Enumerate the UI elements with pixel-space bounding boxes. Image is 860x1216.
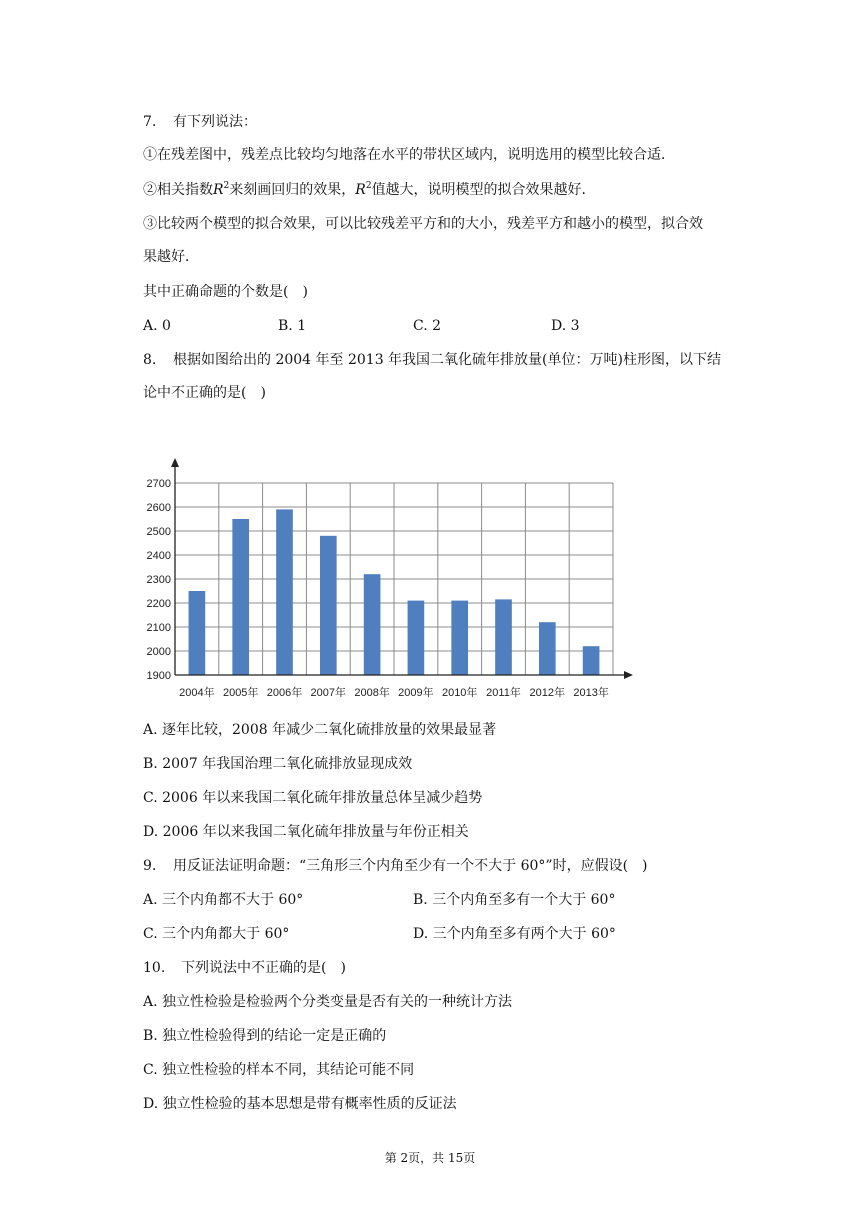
q7-question: 其中正确命题的个数是( ) — [143, 284, 308, 300]
bar-2011年 — [495, 599, 512, 675]
q8-option-d: D. 2006 年以来我国二氧化硫年排放量与年份正相关 — [143, 824, 469, 840]
q10-stem — [143, 958, 346, 978]
q7-number: 7. — [143, 114, 157, 130]
x-tick-label: 2010年 — [441, 687, 478, 699]
r-squared-symbol: R — [213, 182, 224, 198]
y-tick-label: 2200 — [146, 598, 171, 610]
y-tick-label: 2600 — [146, 502, 171, 514]
bar-2005年 — [232, 519, 249, 675]
q7-option-b: B. 1 — [278, 318, 307, 334]
x-axis-arrow-icon — [624, 671, 633, 679]
x-tick-label: 2012年 — [529, 687, 566, 699]
y-axis-arrow-icon — [171, 458, 179, 467]
bar-2008年 — [364, 574, 381, 675]
x-tick-label: 2013年 — [573, 687, 609, 699]
q9-number: 9. — [143, 858, 157, 874]
bar-2013年 — [583, 646, 600, 675]
q9-option-b: B. 三个内角至多有一个大于 60° — [413, 892, 616, 908]
x-tick-label: 2011年 — [486, 687, 521, 699]
q8-stem-text: 根据如图给出的 2004 年至 2013 年我国二氧化硫年排放量(单位：万吨)柱形图，以下结 — [173, 352, 721, 368]
q10-option-b: B. 独立性检验得到的结论一定是正确的 — [143, 1028, 387, 1044]
q7-stem-text: 有下列说法： — [173, 114, 257, 130]
bar-2006年 — [276, 509, 293, 675]
y-tick-label: 2000 — [146, 646, 171, 658]
page-footer: 第 2页，共 15页 — [384, 1151, 476, 1165]
r-squared-symbol-2: R — [355, 182, 366, 198]
q7-statement-3-line2: 果越好． — [143, 249, 199, 265]
x-tick-label: 2004年 — [179, 687, 215, 699]
y-tick-label: 2300 — [146, 574, 171, 586]
q7-s2-b: 来刻画回归的效果， — [229, 182, 356, 198]
q10-option-d: D. 独立性检验的基本思想是带有概率性质的反证法 — [143, 1096, 457, 1112]
y-tick-label: 2400 — [146, 550, 171, 562]
q7-option-a: A. 0 — [143, 318, 171, 334]
q9-stem — [143, 856, 648, 876]
q7-s2-a: ②相关指数 — [143, 182, 213, 198]
q8-option-a: A. 逐年比较，2008 年减少二氧化硫排放量的效果最显著 — [143, 722, 497, 738]
x-tick-label: 2008年 — [354, 687, 390, 699]
q8-option-b: B. 2007 年我国治理二氧化硫排放显现成效 — [143, 756, 413, 772]
q7-s2-c: 值越大，说明模型的拟合效果越好． — [371, 182, 596, 198]
q9-option-a: A. 三个内角都不大于 60° — [143, 892, 304, 908]
q8-stem-line2: 论中不正确的是( ) — [143, 385, 266, 401]
q7-statement-2 — [143, 180, 596, 200]
q7-option-d: D. 3 — [551, 318, 580, 334]
q10-option-a: A. 独立性检验是检验两个分类变量是否有关的一种统计方法 — [143, 994, 513, 1010]
y-tick-label: 2700 — [146, 478, 171, 490]
q7-statement-3-line1: ③比较两个模型的拟合效果，可以比较残差平方和的大小，残差平方和越小的模型，拟合效 — [143, 216, 703, 232]
y-tick-label: 1900 — [146, 670, 171, 682]
q10-option-c: C. 独立性检验的样本不同，其结论可能不同 — [143, 1062, 415, 1078]
bar-2009年 — [408, 601, 425, 675]
q9-stem-text: 用反证法证明命题：“三角形三个内角至少有一个不大于 60°”时，应假设( ) — [173, 858, 648, 874]
q7-stem — [143, 112, 257, 132]
q9-option-d: D. 三个内角至多有两个大于 60° — [413, 926, 616, 942]
q8-stem-line1 — [143, 350, 721, 370]
q10-stem-text: 下列说法中不正确的是( ) — [181, 960, 346, 976]
chart-y-tick-labels — [147, 478, 171, 682]
q9-option-c: C. 三个内角都大于 60° — [143, 926, 290, 942]
q7-statement-1: ①在残差图中，残差点比较均匀地落在水平的带状区域内，说明选用的模型比较合适． — [143, 147, 675, 163]
q8-option-c: C. 2006 年以来我国二氧化硫年排放量总体呈减少趋势 — [143, 790, 483, 806]
x-tick-label: 2009年 — [398, 687, 434, 699]
so2-emission-bar-chart — [140, 455, 640, 705]
y-tick-label: 2500 — [146, 526, 171, 538]
chart-x-tick-labels — [179, 685, 609, 699]
bar-2004年 — [189, 591, 206, 675]
q8-number: 8. — [143, 352, 157, 368]
bar-2007年 — [320, 536, 337, 675]
x-tick-label: 2005年 — [222, 687, 259, 699]
q7-option-c: C. 2 — [413, 318, 442, 334]
x-tick-label: 2006年 — [266, 687, 303, 699]
r-squared-exponent-2: 2 — [365, 181, 372, 191]
x-tick-label: 2007年 — [310, 687, 347, 699]
y-tick-label: 2100 — [146, 622, 171, 634]
q10-number: 10. — [143, 960, 166, 976]
bar-2010年 — [451, 601, 468, 675]
bar-2012年 — [539, 622, 556, 675]
r-squared-exponent: 2 — [223, 181, 230, 191]
